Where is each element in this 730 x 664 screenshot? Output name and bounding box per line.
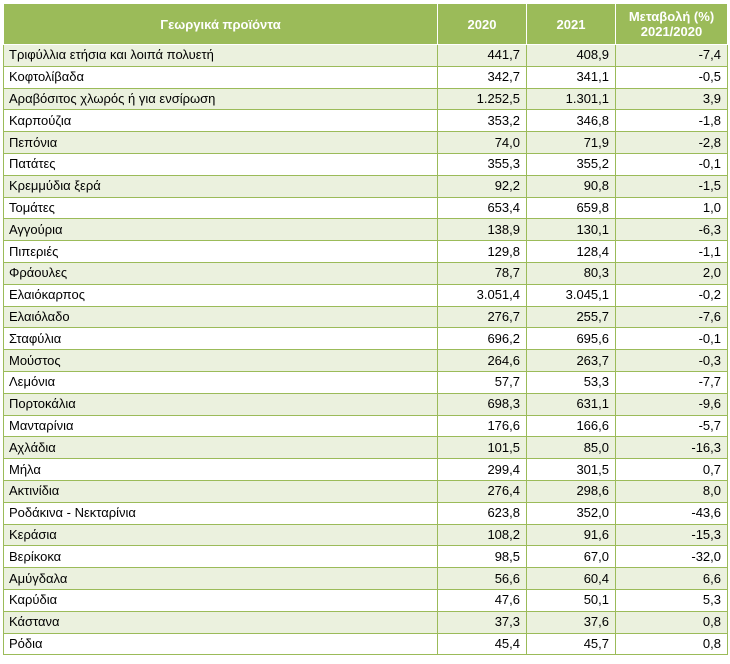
cell-product: Ελαιόλαδο (4, 306, 438, 328)
cell-product: Κρεμμύδια ξερά (4, 175, 438, 197)
header-change-line2: 2021/2020 (640, 24, 703, 39)
cell-2020: 653,4 (438, 197, 527, 219)
cell-2020: 3.051,4 (438, 284, 527, 306)
cell-product: Κάστανα (4, 611, 438, 633)
cell-change: 0,8 (616, 611, 728, 633)
cell-change: -1,8 (616, 110, 728, 132)
table-body (4, 45, 728, 655)
cell-product: Πατάτες (4, 153, 438, 175)
cell-change: -7,6 (616, 306, 728, 328)
cell-product: Αμύγδαλα (4, 568, 438, 590)
cell-product: Τομάτες (4, 197, 438, 219)
cell-2020: 342,7 (438, 66, 527, 88)
cell-product: Κοφτολίβαδα (4, 66, 438, 88)
cell-2021: 60,4 (527, 568, 616, 590)
table-row (4, 175, 728, 197)
cell-2020: 299,4 (438, 459, 527, 481)
cell-2021: 166,6 (527, 415, 616, 437)
cell-product: Φράουλες (4, 262, 438, 284)
cell-2020: 355,3 (438, 153, 527, 175)
cell-2020: 108,2 (438, 524, 527, 546)
cell-2020: 138,9 (438, 219, 527, 241)
cell-product: Ρόδια (4, 633, 438, 655)
cell-product: Ακτινίδια (4, 480, 438, 502)
cell-change: 2,0 (616, 262, 728, 284)
header-row (4, 4, 728, 45)
cell-2020: 98,5 (438, 546, 527, 568)
cell-2021: 71,9 (527, 132, 616, 154)
cell-product: Ροδάκινα - Νεκταρίνια (4, 502, 438, 524)
cell-2020: 78,7 (438, 262, 527, 284)
cell-change: 0,8 (616, 633, 728, 655)
cell-2021: 631,1 (527, 393, 616, 415)
cell-product: Αγγούρια (4, 219, 438, 241)
table-row (4, 306, 728, 328)
table-row (4, 546, 728, 568)
cell-2021: 659,8 (527, 197, 616, 219)
cell-2020: 353,2 (438, 110, 527, 132)
header-change (616, 4, 728, 45)
cell-2020: 129,8 (438, 241, 527, 263)
cell-2020: 47,6 (438, 589, 527, 611)
cell-product: Κεράσια (4, 524, 438, 546)
cell-product: Βερίκοκα (4, 546, 438, 568)
table-row (4, 568, 728, 590)
cell-change: -7,7 (616, 371, 728, 393)
cell-product: Μούστος (4, 350, 438, 372)
table-row (4, 480, 728, 502)
cell-change: -32,0 (616, 546, 728, 568)
cell-change: 8,0 (616, 480, 728, 502)
cell-2020: 264,6 (438, 350, 527, 372)
cell-change: 0,7 (616, 459, 728, 481)
cell-product: Ελαιόκαρπος (4, 284, 438, 306)
table-row (4, 502, 728, 524)
cell-2021: 128,4 (527, 241, 616, 263)
cell-2021: 91,6 (527, 524, 616, 546)
cell-change: -7,4 (616, 45, 728, 67)
cell-2020: 101,5 (438, 437, 527, 459)
cell-2020: 623,8 (438, 502, 527, 524)
cell-change: -16,3 (616, 437, 728, 459)
cell-2021: 80,3 (527, 262, 616, 284)
header-product: Γεωργικά προϊόντα (4, 4, 438, 45)
table-row (4, 66, 728, 88)
cell-change: -0,3 (616, 350, 728, 372)
cell-2020: 176,6 (438, 415, 527, 437)
cell-2020: 696,2 (438, 328, 527, 350)
cell-2021: 695,6 (527, 328, 616, 350)
cell-2020: 276,7 (438, 306, 527, 328)
table-row (4, 132, 728, 154)
table-row (4, 328, 728, 350)
cell-change: -0,1 (616, 328, 728, 350)
table-row (4, 371, 728, 393)
cell-change: -6,3 (616, 219, 728, 241)
cell-2020: 698,3 (438, 393, 527, 415)
table-row (4, 459, 728, 481)
cell-product: Πεπόνια (4, 132, 438, 154)
cell-product: Μήλα (4, 459, 438, 481)
crop-production-table (3, 3, 728, 655)
table-row (4, 524, 728, 546)
cell-change: -1,5 (616, 175, 728, 197)
table-row (4, 262, 728, 284)
cell-change: -0,2 (616, 284, 728, 306)
cell-2021: 346,8 (527, 110, 616, 132)
cell-change: 5,3 (616, 589, 728, 611)
header-2020: 2020 (438, 4, 527, 45)
cell-2021: 408,9 (527, 45, 616, 67)
cell-2021: 37,6 (527, 611, 616, 633)
cell-change: -9,6 (616, 393, 728, 415)
table-row (4, 415, 728, 437)
cell-product: Λεμόνια (4, 371, 438, 393)
cell-change: 6,6 (616, 568, 728, 590)
cell-2021: 3.045,1 (527, 284, 616, 306)
cell-change: 3,9 (616, 88, 728, 110)
cell-2021: 341,1 (527, 66, 616, 88)
cell-2020: 441,7 (438, 45, 527, 67)
table-row (4, 241, 728, 263)
cell-2020: 276,4 (438, 480, 527, 502)
cell-2021: 255,7 (527, 306, 616, 328)
cell-product: Σταφύλια (4, 328, 438, 350)
cell-product: Καρπούζια (4, 110, 438, 132)
cell-product: Καρύδια (4, 589, 438, 611)
cell-change: -43,6 (616, 502, 728, 524)
cell-change: -0,1 (616, 153, 728, 175)
cell-2021: 85,0 (527, 437, 616, 459)
table-row (4, 350, 728, 372)
cell-2020: 57,7 (438, 371, 527, 393)
cell-product: Αχλάδια (4, 437, 438, 459)
cell-2021: 45,7 (527, 633, 616, 655)
cell-2021: 67,0 (527, 546, 616, 568)
table-row (4, 611, 728, 633)
cell-2021: 50,1 (527, 589, 616, 611)
cell-change: -2,8 (616, 132, 728, 154)
cell-2020: 1.252,5 (438, 88, 527, 110)
header-change-line1: Μεταβολή (%) (628, 9, 715, 24)
cell-2020: 74,0 (438, 132, 527, 154)
cell-product: Πιπεριές (4, 241, 438, 263)
cell-2021: 352,0 (527, 502, 616, 524)
cell-2020: 92,2 (438, 175, 527, 197)
table-row (4, 437, 728, 459)
cell-product: Μανταρίνια (4, 415, 438, 437)
cell-2021: 130,1 (527, 219, 616, 241)
cell-product: Πορτοκάλια (4, 393, 438, 415)
table-row (4, 219, 728, 241)
cell-change: -0,5 (616, 66, 728, 88)
table-row (4, 88, 728, 110)
cell-2020: 56,6 (438, 568, 527, 590)
table-row (4, 110, 728, 132)
cell-change: 1,0 (616, 197, 728, 219)
cell-2021: 90,8 (527, 175, 616, 197)
table-row (4, 153, 728, 175)
cell-2020: 45,4 (438, 633, 527, 655)
cell-2021: 263,7 (527, 350, 616, 372)
cell-2021: 298,6 (527, 480, 616, 502)
cell-2021: 301,5 (527, 459, 616, 481)
table-row (4, 393, 728, 415)
table-row (4, 197, 728, 219)
table-row (4, 284, 728, 306)
cell-2021: 53,3 (527, 371, 616, 393)
table-row (4, 45, 728, 67)
cell-2021: 1.301,1 (527, 88, 616, 110)
cell-2020: 37,3 (438, 611, 527, 633)
cell-product: Τριφύλλια ετήσια και λοιπά πολυετή (4, 45, 438, 67)
header-2021: 2021 (527, 4, 616, 45)
cell-2021: 355,2 (527, 153, 616, 175)
table-row (4, 633, 728, 655)
table-header (4, 4, 728, 45)
table-row (4, 589, 728, 611)
cell-product: Αραβόσιτος χλωρός ή για ενσίρωση (4, 88, 438, 110)
crop-production-table-container (3, 3, 727, 655)
cell-change: -1,1 (616, 241, 728, 263)
cell-change: -5,7 (616, 415, 728, 437)
cell-change: -15,3 (616, 524, 728, 546)
